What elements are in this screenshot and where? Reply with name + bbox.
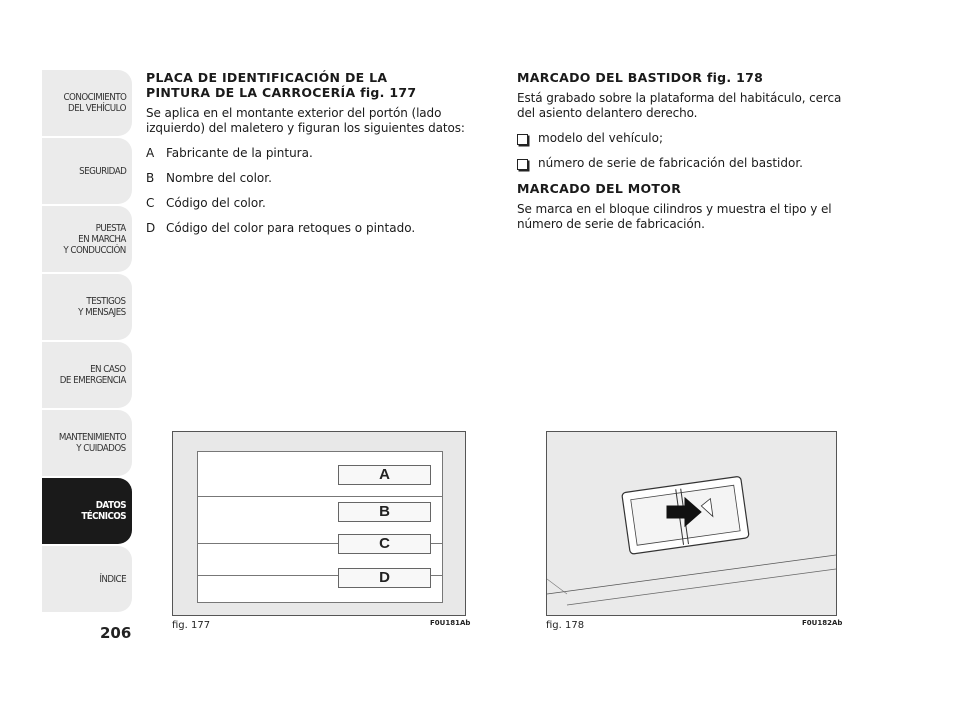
- checkbox-bullet-icon: [517, 159, 528, 170]
- tab-label: TESTIGOS: [86, 296, 126, 307]
- page-number: 206: [100, 624, 132, 642]
- plate-divider: [198, 496, 442, 497]
- heading-line: PINTURA DE LA CARROCERÍA fig. 177: [146, 85, 417, 100]
- figure-177-caption: fig. 177: [172, 620, 211, 631]
- tab-label: Y CONDUCCIÓN: [63, 244, 126, 256]
- paint-plate-illustration: [197, 451, 443, 603]
- item-text: Código del color para retoques o pintado.: [166, 221, 416, 235]
- plate-label-c: C: [338, 534, 431, 554]
- figure-177-code: F0U181Ab: [430, 619, 471, 627]
- engine-marking-heading: MARCADO DEL MOTOR: [517, 181, 682, 196]
- paint-plate-intro: Se aplica en el montante exterior del portón (lado izquierdo) del maletero y figuran los siguientes datos:: [146, 106, 465, 135]
- tab-label: CONOCIMIENTO: [63, 92, 126, 103]
- tab-mantenimiento-y-cuidados[interactable]: [42, 410, 132, 476]
- engine-marking-text: Se marca en el bloque cilindros y muestra el tipo y el número de serie de fabricación.: [517, 202, 832, 231]
- item-key: A: [146, 146, 155, 160]
- list-item: [517, 156, 857, 171]
- heading-line: PLACA DE IDENTIFICACIÓN DE LA: [146, 70, 388, 85]
- paint-plate-heading: [146, 70, 476, 100]
- list-item: [146, 196, 476, 211]
- figure-178-chassis-marking: [546, 431, 837, 616]
- plate-label-d: D: [338, 568, 431, 588]
- tab-label: EN MARCHA: [78, 233, 126, 245]
- tab-en-caso-de-emergencia[interactable]: [42, 342, 132, 408]
- tab-conocimiento-del-vehiculo[interactable]: [42, 70, 132, 136]
- item-text: modelo del vehículo;: [538, 131, 664, 145]
- left-column: [146, 70, 476, 246]
- chassis-marking-heading: MARCADO DEL BASTIDOR fig. 178: [517, 70, 764, 85]
- item-text: Fabricante de la pintura.: [166, 146, 313, 160]
- item-text: número de serie de fabricación del bastidor.: [538, 156, 803, 170]
- tab-label: EN CASO: [90, 364, 126, 375]
- item-key: C: [146, 196, 155, 210]
- tab-indice[interactable]: [42, 546, 132, 612]
- figure-178-caption: fig. 178: [546, 620, 585, 631]
- tab-puesta-en-marcha[interactable]: [42, 206, 132, 272]
- right-column: [517, 70, 857, 242]
- figure-177-paint-plate: [172, 431, 466, 616]
- tab-seguridad[interactable]: [42, 138, 132, 204]
- tab-label: DEL VEHÍCULO: [68, 103, 126, 114]
- tab-datos-tecnicos[interactable]: [42, 478, 132, 544]
- item-text: Código del color.: [166, 196, 266, 210]
- chassis-marking-text: Está grabado sobre la plataforma del habitáculo, cerca del asiento delantero derecho.: [517, 91, 842, 120]
- plate-label-b: B: [338, 502, 431, 522]
- list-item: [146, 221, 476, 236]
- item-key: D: [146, 221, 156, 235]
- checkbox-bullet-icon: [517, 134, 528, 145]
- list-item: [517, 131, 857, 146]
- list-item: [146, 171, 476, 186]
- plate-label-a: A: [338, 465, 431, 485]
- item-key: B: [146, 171, 155, 185]
- tab-label: SEGURIDAD: [78, 165, 126, 177]
- tab-label: MANTENIMIENTO: [58, 432, 126, 443]
- tab-testigos-y-mensajes[interactable]: [42, 274, 132, 340]
- tab-label: Y CUIDADOS: [76, 443, 126, 454]
- item-text: Nombre del color.: [166, 171, 272, 185]
- figure-178-code: F0U182Ab: [802, 619, 843, 627]
- tab-label: DATOS TÉCNICOS: [81, 500, 126, 522]
- chassis-marking-illustration: [547, 432, 836, 615]
- tab-label: ÍNDICE: [99, 573, 126, 585]
- tab-label: PUESTA: [95, 222, 126, 234]
- tab-label: Y MENSAJES: [78, 307, 126, 318]
- tab-label: DE EMERGENCIA: [59, 375, 126, 386]
- list-item: [146, 146, 476, 161]
